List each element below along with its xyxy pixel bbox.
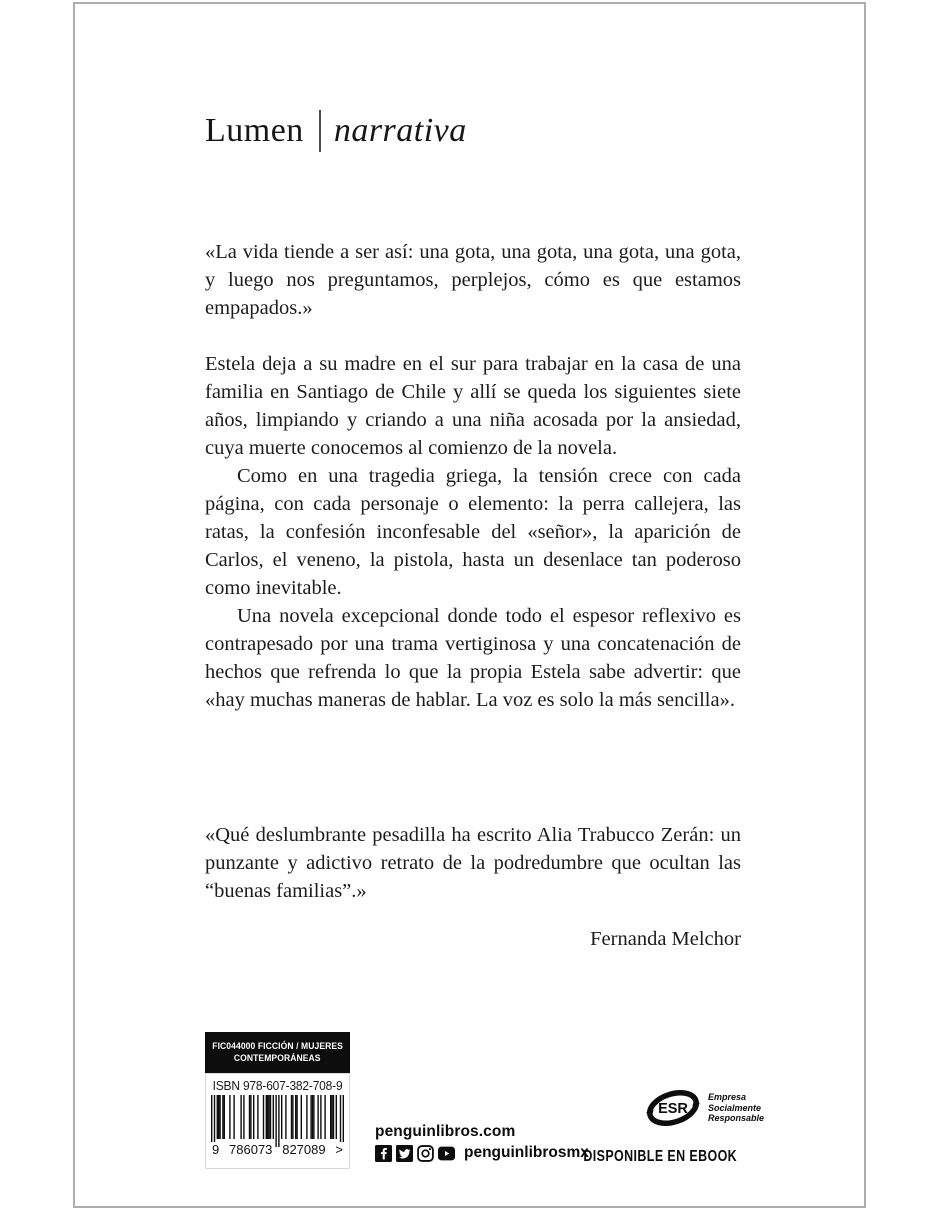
esr-caption-line: Socialmente [708, 1102, 762, 1113]
lead-quote: «La vida tiende a ser así: una gota, una gota, una gota, una gota, y luego nos preguntamos, perplejos, cómo es que estamos empapados.» [205, 241, 741, 319]
esr-caption-line: Empresa [708, 1092, 747, 1103]
bisac-category-box [205, 1032, 350, 1073]
social-icons-row [375, 1144, 589, 1162]
synopsis-paragraph: Como en una tragedia griega, la tensión crece con cada página, con cada personaje o elemento: la perra callejera, las ratas, la confesión inconfesable del «señor», la aparición de Carlos, el veneno, la pistola, hasta un desenlace tan poderoso como inevitable. [205, 465, 741, 599]
bisac-line-1: FIC044000 FICCIÓN / MUJERES [212, 1041, 343, 1052]
isbn-label: ISBN 978-607-382-708-9 [212, 1079, 343, 1093]
esr-badge [645, 1086, 815, 1130]
barcode-digit-group1: 786073 [229, 1142, 273, 1157]
svg-text:ESR: ESR [658, 1101, 688, 1117]
esr-caption-line: Responsable [708, 1113, 765, 1124]
esr-logo-icon [645, 1086, 701, 1130]
barcode-digit-lead: 9 [212, 1142, 220, 1157]
bisac-line-2: CONTEMPORÁNEAS [234, 1052, 321, 1064]
esr-caption [708, 1092, 764, 1124]
website-url: penguinlibros.com [375, 1123, 516, 1140]
barcode-digit-suffix: > [335, 1142, 343, 1157]
barcode-digit-group2: 827089 [282, 1142, 326, 1157]
youtube-icon [438, 1145, 455, 1162]
review-block [205, 800, 741, 974]
twitter-icon [396, 1145, 413, 1162]
review-author: Fernanda Melchor [590, 928, 741, 950]
synopsis-paragraph: Una novela excepcional donde todo el espesor reflexivo es contrapesado por una trama vertiginosa y una concatenación de hechos que refrenda lo que la propia Estela sabe advertir: que «hay muchas maneras de hablar. La voz es solo la más sencilla». [205, 605, 741, 711]
synopsis [205, 238, 741, 714]
publisher-logo [205, 110, 467, 152]
publisher-name: Lumen [205, 112, 304, 149]
facebook-icon [375, 1145, 392, 1162]
penguin-links [375, 1123, 589, 1162]
ebook-availability-note: DISPONIBLE EN EBOOK [583, 1148, 737, 1165]
instagram-icon [417, 1145, 434, 1162]
collection-name: narrativa [333, 112, 467, 149]
social-handle: penguinlibrosmx [464, 1144, 589, 1161]
book-back-cover [73, 2, 866, 1208]
synopsis-paragraph: Estela deja a su madre en el sur para trabajar en la casa de una familia en Santiago de Chile y allí se queda los siguientes siete años, limpiando y criando a una niña acosada por la ansiedad, cuya muerte conocemos al comienzo de la novela. [205, 353, 741, 459]
review-quote: «Qué deslumbrante pesadilla ha escrito Alia Trabucco Zerán: un punzante y adictivo retrato de la podredumbre que ocultan las “buenas familias”.» [205, 823, 741, 902]
isbn-barcode-box [205, 1073, 350, 1169]
logo-divider [319, 110, 321, 152]
